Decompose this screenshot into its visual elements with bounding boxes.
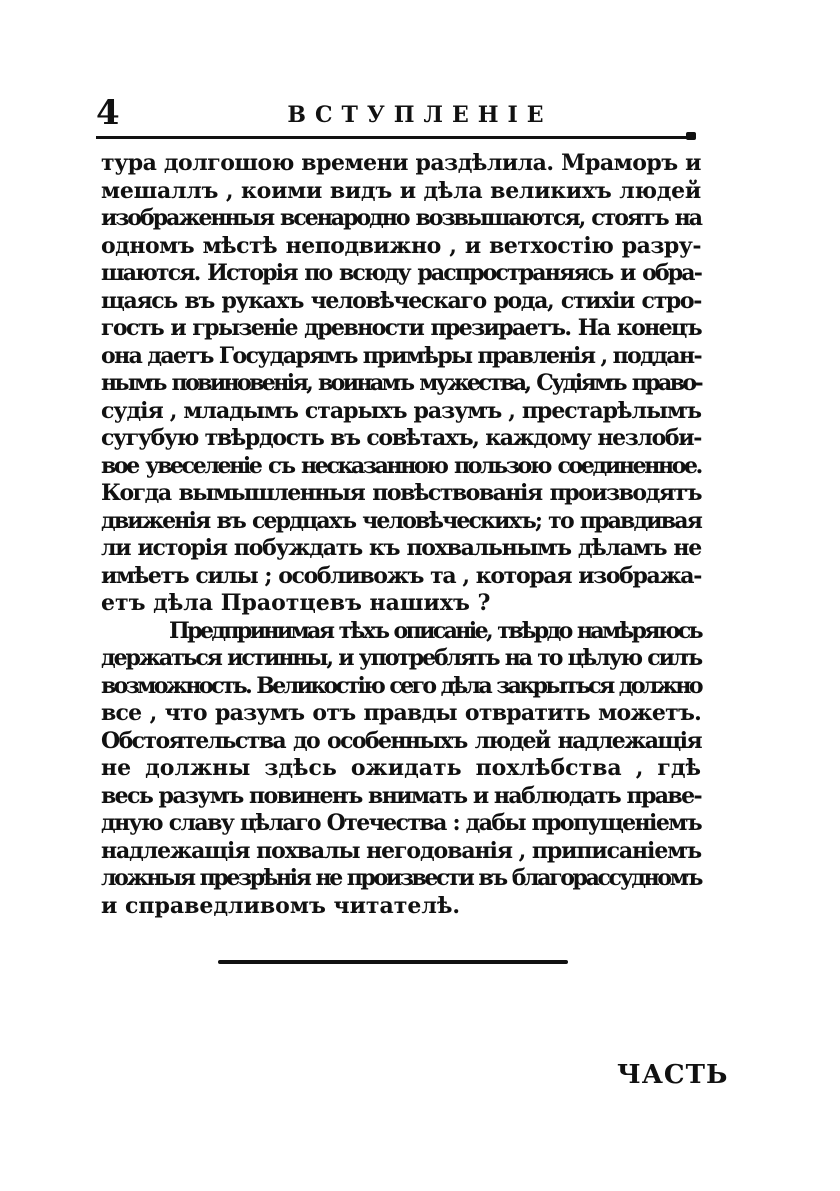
- text-line: все , что разумъ отъ правды отвратить можетъ.: [101, 700, 701, 726]
- text-line: судія , младымъ старыхъ разумъ , престарѣлымъ: [101, 397, 701, 424]
- text-line: держаться истинны, и употреблять на то цѣлую силъ: [101, 645, 701, 671]
- text-line: мешаллъ , коими видъ и дѣла великихъ людей: [101, 177, 701, 204]
- text-line: не должны здѣсь ожидать похлѣбства , гдѣ: [101, 755, 701, 781]
- text-line: ли исторія побуждать къ похвальнымъ дѣламъ не: [101, 535, 701, 561]
- text-line: Когда вымышленныя повѣствованія производятъ: [101, 480, 701, 506]
- text-line: движенія въ сердцахъ человѣческихъ; то правдивая: [101, 507, 701, 534]
- text-line: гость и грызеніе древности презираетъ. На конецъ: [101, 315, 701, 341]
- running-head: ВСТУПЛЕНІЕ: [287, 102, 553, 128]
- text-line: она даетъ Государямъ примѣры правленія , поддан-: [101, 342, 701, 369]
- text-line: етъ дѣла Праотцевъ нашихъ ?: [101, 590, 491, 616]
- text-line: изображенныя всенародно возвышаются, стоятъ на: [101, 205, 701, 231]
- catchword: ЧАСТЬ: [617, 1060, 729, 1090]
- header-rule-ornament: [686, 132, 696, 140]
- body-text: [101, 150, 701, 920]
- text-line: щаясь въ рукахъ человѣческаго рода, стихіи стро-: [101, 287, 701, 314]
- text-line: весь разумъ повиненъ внимать и наблюдать праве-: [101, 782, 701, 809]
- page-number: 4: [96, 93, 120, 133]
- text-line: тура долгошою времени раздѣлила. Мраморъ и: [101, 150, 701, 176]
- text-line: ложныя презрѣнія не произвести въ благорассудномъ: [101, 865, 701, 891]
- text-line: дную славу цѣлаго Отечества : дабы пропущеніемъ: [101, 810, 701, 836]
- text-line: имѣетъ силы ; особливожъ та , которая изобража-: [101, 562, 701, 589]
- text-line: надлежащія похвалы негодованія , приписаніемъ: [101, 837, 701, 864]
- text-line: нымъ повиновенія, воинамъ мужества, Судіямъ право-: [101, 370, 701, 396]
- text-line: одномъ мѣстѣ неподвижно , и ветхостію разру-: [101, 232, 701, 259]
- header-rule: [96, 136, 694, 139]
- text-line: возможность. Великостію сего дѣла закрыться должно: [101, 672, 701, 699]
- text-line: и справедливомъ читателѣ.: [101, 892, 461, 919]
- paragraph-start-line: Предпринимая тѣхъ описаніе, твѣрдо намѣряюсь: [169, 617, 701, 644]
- text-line: Обстоятельства до особенныхъ людей надлежащія: [101, 727, 701, 754]
- text-line: сугубую твѣрдость въ совѣтахъ, каждому незлоби-: [101, 425, 701, 451]
- text-line: шаются. Исторія по всюду распространяясь и обра-: [101, 260, 701, 286]
- closing-rule: [218, 960, 568, 964]
- text-line: вое увеселеніе съ несказанною пользою соединенное.: [101, 452, 701, 479]
